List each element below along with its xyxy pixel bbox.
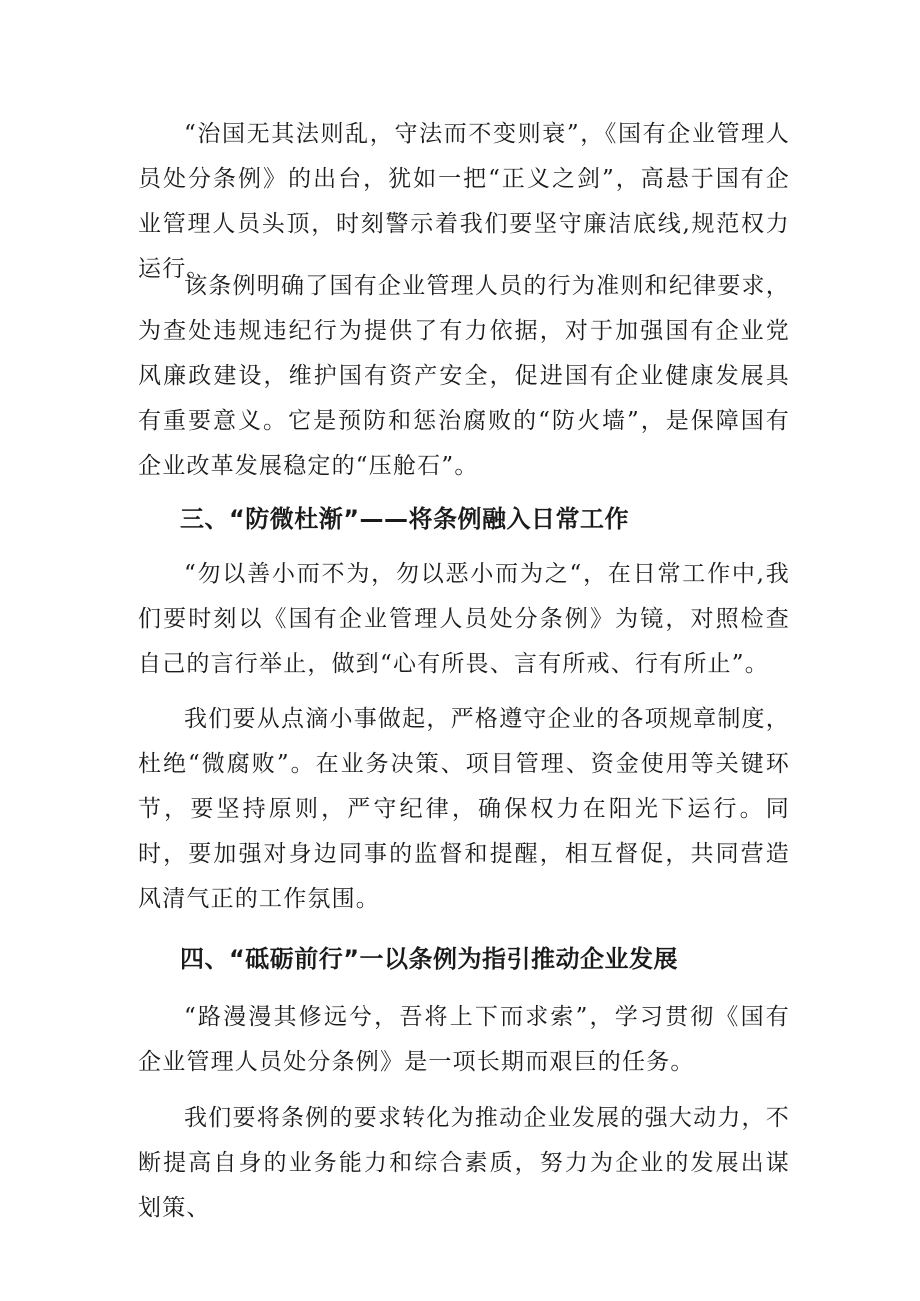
paragraph-rule-of-law: “治国无其法则乱，守法而不变则衰”，《国有企业管理人员处分条例》的出台，犹如一把“正义之剑”，高悬于国有企业管理人员头顶，时刻警示着我们要坚守廉洁底线,规范权力运行。 bbox=[138, 121, 790, 282]
paragraph-long-term-task: “路漫漫其修远兮，吾将上下而求索”，学习贯彻《国有企业管理人员处分条例》是一项长期而艰巨的任务。 bbox=[138, 1004, 790, 1075]
paragraph-daily-work-mirror: “勿以善小而不为，勿以恶小而为之“，在日常工作中,我们要时刻以《国有企业管理人员处分条例》为镜，对照检查自己的言行举止，做到“心有所畏、言有所戒、行有所止”。 bbox=[138, 561, 790, 677]
paragraph-small-matters: 我们要从点滴小事做起，严格遵守企业的各项规章制度，杜绝“微腐败”。在业务决策、项目管理、资金使用等关键环节，要坚持原则，严守纪律，确保权力在阳光下运行。同时，要加强对身边同事的监督和提醒，相互督促，共同营造风清气正的工作氛围。 bbox=[138, 706, 790, 912]
paragraph-drive-development: 我们要将条例的要求转化为推动企业发展的强大动力，不断提高自身的业务能力和综合素质，努力为企业的发展出谋划策、 bbox=[138, 1105, 790, 1221]
paragraph-regulation-significance: 该条例明确了国有企业管理人员的行为准则和纪律要求，为查处违规违纪行为提供了有力依据，对于加强国有企业党风廉政建设，维护国有资产安全，促进国有企业健康发展具有重要意义。它是预防和惩治腐败的“防火墙”，是保障国有企业改革发展稳定的“压舱石”。 bbox=[138, 273, 790, 479]
section-heading-four: 四、“砥砺前行”一以条例为指引推动企业发展 bbox=[180, 945, 679, 973]
section-heading-three: 三、“防微杜渐”——将条例融入日常工作 bbox=[180, 505, 630, 533]
